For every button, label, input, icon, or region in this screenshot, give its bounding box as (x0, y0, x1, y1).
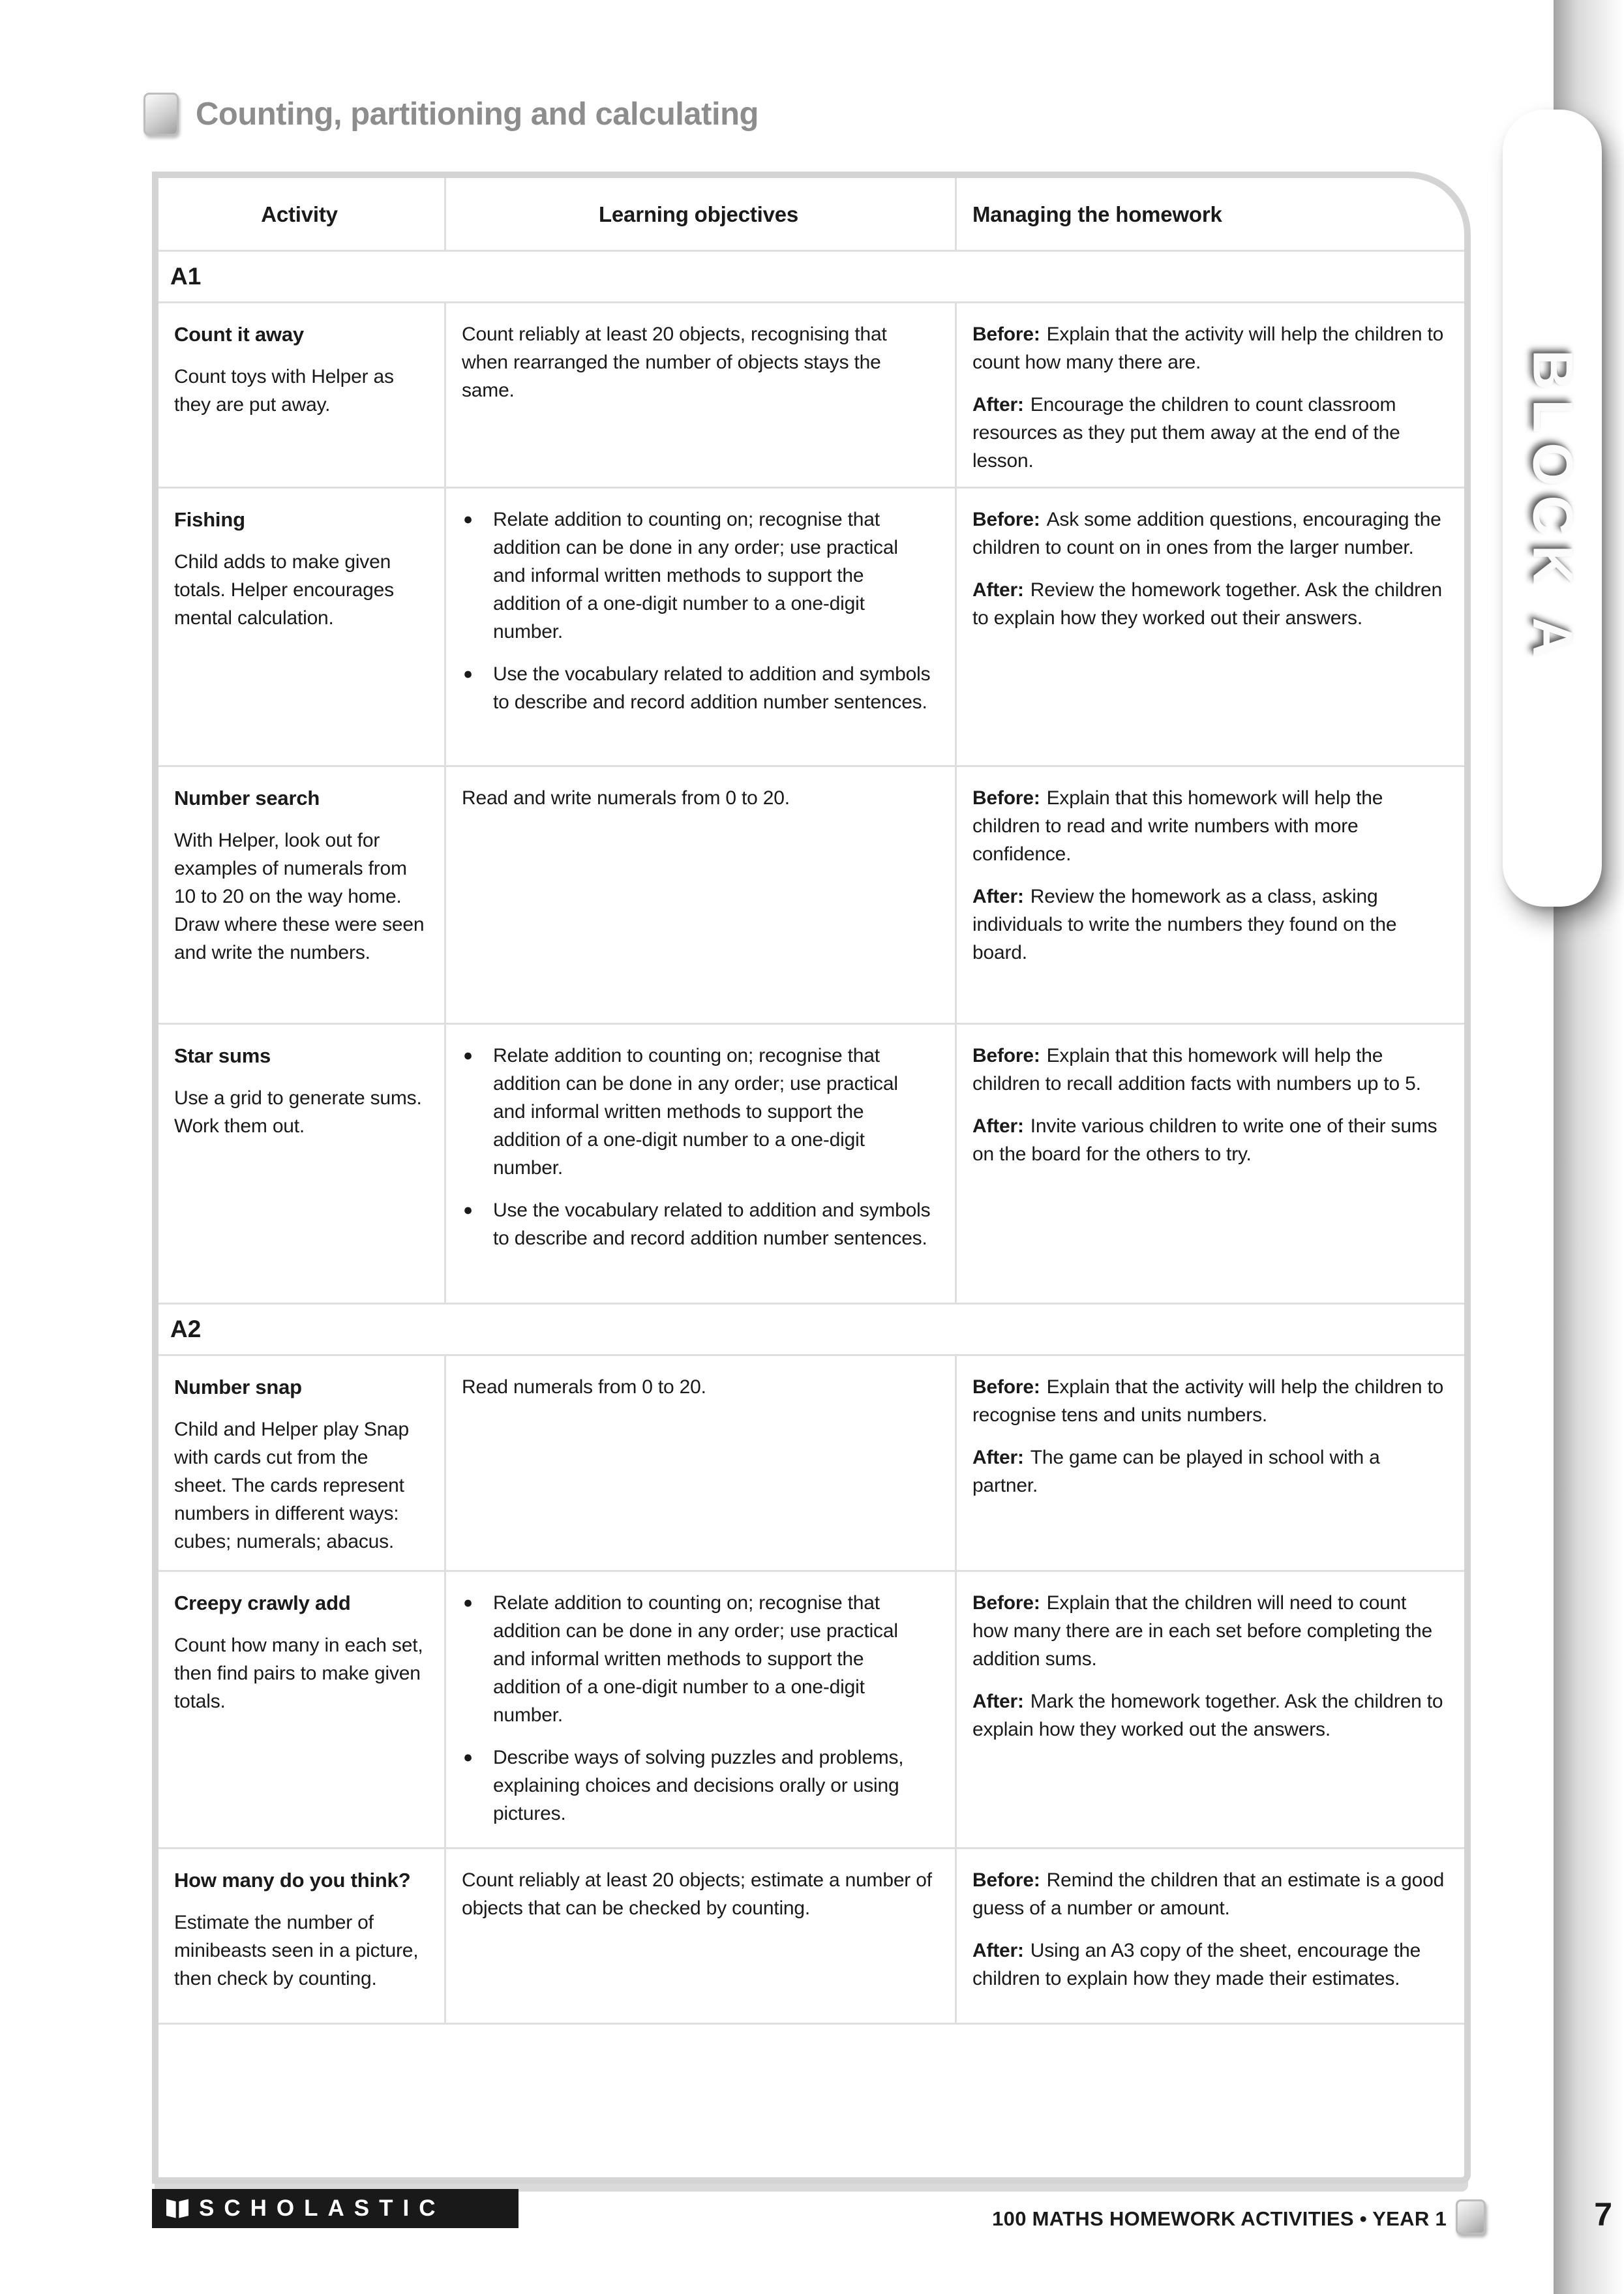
section-row-a1 (158, 250, 1464, 301)
objective: ● Use the vocabulary related to addition and symbols to describe and record addition number sentences. (462, 1196, 935, 1252)
column-header-activity: Activity (261, 202, 338, 226)
after-label: After: (972, 579, 1024, 601)
after-paragraph (972, 1937, 1445, 1993)
before-paragraph (972, 784, 1445, 868)
objective: ● Use the vocabulary related to addition and symbols to describe and record addition number sentences. (462, 660, 935, 716)
before-paragraph (972, 1042, 1445, 1098)
section-label-a2: A2 (170, 1316, 202, 1342)
activity-title: How many do you think? (174, 1869, 411, 1892)
managing-cell (955, 489, 1464, 765)
open-book-icon (164, 2197, 191, 2220)
column-header-learning-objectives: Learning objectives (444, 178, 955, 250)
table-row-creepy-crawly-add (158, 1570, 1464, 1847)
activity-title: Count it away (174, 323, 304, 346)
activity-desc: Use a grid to generate sums. Work them out. (174, 1087, 422, 1137)
after-text: Using an A3 copy of the sheet, encourage the children to explain how they made their estimates. (972, 1940, 1421, 1989)
block-a-tab-label: BLOCK A (1521, 349, 1584, 667)
after-label: After: (972, 394, 1024, 415)
after-paragraph (972, 1112, 1445, 1168)
before-text: Remind the children that an estimate is a good guess of a number or amount. (972, 1869, 1445, 1919)
after-label: After: (972, 1447, 1024, 1468)
objective: ● Describe ways of solving puzzles and problems, explaining choices and decisions orally or using pictures. (462, 1743, 935, 1828)
managing-cell (955, 1572, 1464, 1847)
before-label: Before: (972, 1869, 1040, 1891)
before-label: Before: (972, 509, 1040, 530)
table-row-fishing (158, 487, 1464, 765)
before-paragraph (972, 1866, 1445, 1922)
table-row-star-sums (158, 1023, 1464, 1303)
managing-cell (955, 1025, 1464, 1303)
before-paragraph (972, 506, 1445, 562)
objective: Count reliably at least 20 objects; estimate a number of objects that can be checked by counting. (462, 1869, 932, 1919)
activity-desc: Child adds to make given totals. Helper encourages mental calculation. (174, 551, 394, 629)
page-header (143, 93, 759, 136)
block-a-tab (1503, 110, 1602, 907)
activity-title: Creepy crawly add (174, 1592, 351, 1614)
page-number: 7 (1594, 2196, 1612, 2233)
activity-cell (158, 767, 444, 1023)
activity-cell (158, 1356, 444, 1570)
activity-title: Fishing (174, 508, 245, 531)
after-label: After: (972, 1940, 1024, 1961)
table-row-number-snap (158, 1354, 1464, 1570)
before-paragraph (972, 1589, 1445, 1673)
before-text: Explain that the activity will help the children to count how many there are. (972, 324, 1444, 373)
objective: Read numerals from 0 to 20. (462, 1376, 706, 1398)
objectives-cell (444, 1849, 955, 2023)
before-text: Explain that this homework will help the children to recall addition facts with numbers up to 5. (972, 1045, 1421, 1094)
managing-cell (955, 767, 1464, 1023)
activity-desc: Estimate the number of minibeasts seen in a picture, then check by counting. (174, 1912, 419, 1989)
activity-cell (158, 489, 444, 765)
section-row-a2 (158, 1303, 1464, 1354)
scholastic-logo (152, 2189, 519, 2228)
homework-table (152, 172, 1471, 2184)
objective: ● Relate addition to counting on; recognise that addition can be done in any order; use practical and informal written methods to support the addition of a one-digit number to a one-digit number. (462, 1589, 935, 1729)
after-label: After: (972, 1691, 1024, 1712)
before-text: Explain that the children will need to count how many there are in each set before completing the addition sums. (972, 1592, 1433, 1670)
book-tile-icon (143, 93, 179, 136)
before-paragraph (972, 1373, 1445, 1429)
activity-desc: With Helper, look out for examples of numerals from 10 to 20 on the way home. Draw where these were seen and write the numbers. (174, 830, 425, 963)
table-header-row (158, 178, 1464, 250)
managing-cell (955, 1849, 1464, 2023)
activity-title: Number search (174, 787, 320, 809)
scholastic-wordmark: SCHOLASTIC (199, 2196, 445, 2221)
objectives-cell (444, 489, 955, 765)
activity-desc: Count toys with Helper as they are put away. (174, 366, 394, 415)
after-label: After: (972, 1115, 1024, 1137)
managing-cell (955, 303, 1464, 487)
before-paragraph (972, 320, 1445, 376)
table-row-count-it-away (158, 301, 1464, 487)
activity-cell (158, 1572, 444, 1847)
after-text: Encourage the children to count classroom resources as they put them away at the end of the lesson. (972, 394, 1400, 472)
before-label: Before: (972, 1592, 1040, 1614)
objectives-cell (444, 767, 955, 1023)
before-label: Before: (972, 1045, 1040, 1066)
objective: ● Relate addition to counting on; recognise that addition can be done in any order; use practical and informal written methods to support the addition of a one-digit number to a one-digit number. (462, 1042, 935, 1182)
activity-cell (158, 303, 444, 487)
activity-title: Number snap (174, 1376, 302, 1398)
table-row-how-many-do-you-think (158, 1847, 1464, 2023)
after-text: Mark the homework together. Ask the children to explain how they worked out the answers. (972, 1691, 1443, 1740)
after-text: Review the homework as a class, asking individuals to write the numbers they found on the board. (972, 886, 1397, 963)
footer-book-title: 100 MATHS HOMEWORK ACTIVITIES • YEAR 1 (992, 2207, 1447, 2230)
before-text: Explain that this homework will help the children to read and write numbers with more confidence. (972, 787, 1383, 865)
objective: Count reliably at least 20 objects, recognising that when rearranged the number of objects stays the same. (462, 324, 887, 401)
footer-book-tile-icon (1456, 2199, 1486, 2235)
before-label: Before: (972, 787, 1040, 809)
after-paragraph (972, 883, 1445, 967)
objectives-cell (444, 1572, 955, 1847)
after-paragraph (972, 576, 1445, 632)
column-header-managing-homework: Managing the homework (955, 178, 1464, 250)
section-label-a1: A1 (170, 263, 202, 290)
after-text: Invite various children to write one of their sums on the board for the others to try. (972, 1115, 1437, 1165)
activity-title: Star sums (174, 1044, 271, 1067)
activity-cell (158, 1849, 444, 2023)
before-label: Before: (972, 324, 1040, 345)
after-paragraph (972, 1687, 1445, 1743)
objectives-cell (444, 1356, 955, 1570)
after-text: The game can be played in school with a partner. (972, 1447, 1380, 1496)
activity-desc: Count how many in each set, then find pairs to make given totals. (174, 1635, 423, 1712)
managing-cell (955, 1356, 1464, 1570)
after-paragraph (972, 1443, 1445, 1500)
after-paragraph (972, 391, 1445, 475)
before-text: Explain that the activity will help the children to recognise tens and units numbers. (972, 1376, 1444, 1426)
before-label: Before: (972, 1376, 1040, 1398)
table-row-number-search (158, 765, 1464, 1023)
objective: ● Relate addition to counting on; recognise that addition can be done in any order; use practical and informal written methods to support the addition of a one-digit number to a one-digit number. (462, 506, 935, 646)
activity-desc: Child and Helper play Snap with cards cut from the sheet. The cards represent numbers in different ways: cubes; numerals; abacus. (174, 1419, 410, 1552)
activity-cell (158, 1025, 444, 1303)
after-label: After: (972, 886, 1024, 907)
objectives-cell (444, 1025, 955, 1303)
before-text: Ask some addition questions, encouraging the children to count on in ones from the larger number. (972, 509, 1441, 558)
after-text: Review the homework together. Ask the children to explain how they worked out their answers. (972, 579, 1442, 629)
objectives-cell (444, 303, 955, 487)
page-title: Counting, partitioning and calculating (196, 97, 759, 132)
empty-row (158, 2023, 1464, 2177)
objective: Read and write numerals from 0 to 20. (462, 787, 790, 809)
